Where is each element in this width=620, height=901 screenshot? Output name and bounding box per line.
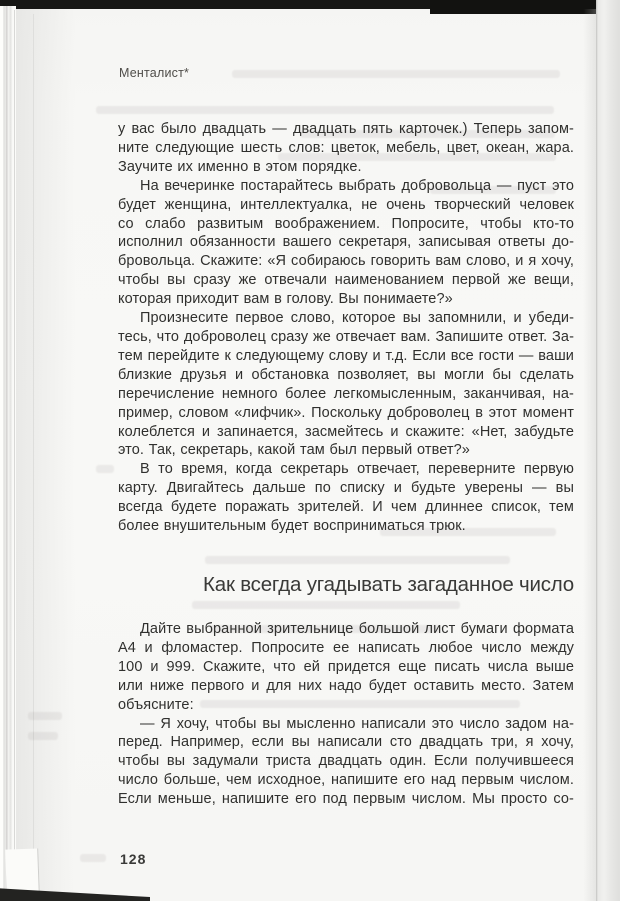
paragraph — [118, 620, 574, 715]
text-line: 100 и 999. Скажите, что ей придется еще писать числа выше — [118, 658, 574, 675]
text-line: — Я хочу, чтобы вы мысленно написали это число задом на- — [140, 715, 574, 732]
text-line: На вечеринке постарайтесь выбрать добровольца — пуст это — [140, 177, 574, 194]
bleedthrough-line — [96, 106, 554, 114]
text-line: бровольца. Скажите: «Я собираюсь говорить вам слово, и я хочу, — [118, 253, 574, 270]
page-curve-shadow — [582, 9, 596, 901]
bottom-left-page-stack-corner — [5, 848, 40, 895]
text-line: или ниже первого и для них надо будет оставить место. Затем — [118, 677, 574, 694]
text-line: чтобы вы задумали триста двадцать один. Если получившееся — [118, 753, 574, 770]
page-right-edge — [596, 0, 620, 901]
text-line: которая приходит вам в голову. Вы понимаете?» — [118, 291, 453, 308]
paragraph — [118, 120, 574, 177]
bleedthrough-page-number — [80, 854, 106, 862]
text-line: тесь, что доброволец сразу же отвечает вам. Запишите ответ. За- — [118, 328, 574, 345]
text-line: объясните: — [118, 696, 194, 713]
text-line: Если меньше, напишите его под первым числом. Мы просто со- — [118, 791, 574, 808]
text-line: Дайте выбранной зрительнице большой лист бумаги формата — [140, 621, 574, 637]
bleedthrough-line — [232, 70, 560, 78]
text-line: будет женщина, интеллектуалка, не очень творческий человек — [118, 196, 574, 213]
text-line: перечисление немного более легкомысленным, заканчивая, на- — [118, 385, 574, 402]
text-line: у вас было двадцать — двадцать пять карточек.) Теперь запом- — [118, 121, 574, 137]
paragraph — [118, 177, 574, 309]
running-header: Менталист* — [119, 66, 190, 80]
body-text-before-heading — [118, 120, 574, 536]
text-line: ните следующие шесть слов: цветок, мебель, цвет, океан, жара. — [118, 139, 574, 156]
text-line: близкие друзья и обстановка позволяет, вы могли бы сделать — [118, 366, 574, 383]
text-line: со слабо развитым воображением. Попросите, чтобы кто-то — [118, 215, 574, 232]
bleedthrough-line — [28, 712, 62, 720]
text-line: исполнил обязанности вашего секретаря, записывая ответы до- — [118, 234, 574, 251]
page-curve-shadow — [16, 9, 86, 899]
text-line: пример, словом «лифчик». Поскольку доброволец в этот момент — [118, 404, 574, 421]
text-line: число больше, чем исходное, напишите его над первым числом. — [118, 772, 574, 789]
bleedthrough-line — [28, 732, 58, 740]
text-line: тем перейдите к следующему слову и т.д. Если все гости — ваши — [118, 347, 574, 364]
bleedthrough-line — [205, 556, 510, 564]
text-line: это. Так, секретарь, какой там был первый ответ?» — [118, 442, 470, 459]
text-line: более внушительным будет восприниматься трюк. — [118, 518, 466, 535]
text-line: колеблется и запинается, засмейтесь и скажите: «Нет, забудьте — [118, 423, 574, 440]
text-line: В то время, когда секретарь отвечает, переверните первую — [140, 461, 574, 478]
page-number: 128 — [120, 851, 147, 867]
text-line: всегда будете поражать зрителей. И чем длиннее список, тем — [118, 499, 574, 516]
text-line: А4 и фломастер. Попросите ее написать любое число между — [118, 639, 574, 656]
text-line: карту. Двигайтесь дальше по списку и будьте уверены — вы — [118, 480, 574, 497]
section-heading: Как всегда угадывать загаданное число — [203, 573, 574, 596]
paragraph — [118, 309, 574, 460]
bleedthrough-line — [192, 601, 460, 609]
bleedthrough-line — [96, 465, 114, 473]
body-text-after-heading — [118, 620, 574, 809]
page-edge-line — [14, 10, 15, 894]
text-line: чтобы вы сразу же отвечали наименованием первой же вещи, — [118, 272, 574, 289]
text-line: Заучите их именно в этом порядке. — [118, 158, 362, 175]
paragraph — [118, 715, 574, 810]
text-line: Произнесите первое слово, которое вы запомнили, и убеди- — [140, 310, 574, 327]
paragraph — [118, 460, 574, 536]
text-line: перед. Например, если вы написали сто двадцать три, я хочу, — [118, 734, 574, 751]
